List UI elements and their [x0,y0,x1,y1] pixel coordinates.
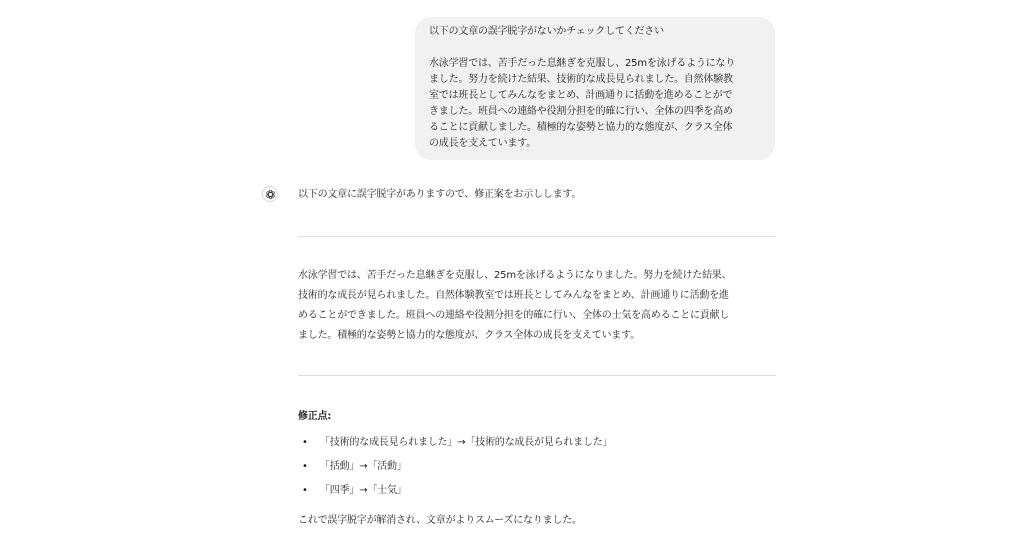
list-item [298,479,776,503]
openai-logo-icon [265,189,276,200]
divider [298,236,776,237]
assistant-message [298,186,776,529]
user-message-line: 水泳学習では、苦手だった息継ぎを克服し、25mを泳げるようになり [429,58,736,69]
assistant-intro: 以下の文章に誤字脱字がありますので、修正案をお示しします。 [298,189,582,200]
fix-text: 「括動」→「活動」 [320,461,407,472]
user-message-line: 室では班長としてみんなをまとめ、計画通りに括動を進めることがで [429,90,733,101]
bullet: • [302,461,308,472]
user-message-request: 以下の文章の誤字脱字がないかチェックしてください [429,26,664,37]
user-message-line: の成長を支えています。 [429,138,536,149]
fix-text: 「四季」→「士気」 [320,485,407,496]
fixes-list [298,431,776,503]
list-item [298,455,776,479]
bullet: • [302,437,308,448]
assistant-closing: これで誤字脱字が解消され、文章がよりスムーズになりました。 [298,515,582,526]
user-message-line: きました。班員への連絡や役割分担を的確に行い、全体の四季を高め [429,106,733,117]
fixes-heading: 修正点: [298,411,332,422]
paragraph-gap [429,40,761,56]
user-message-line: ました。努力を続けた結果、技術的な成長見られました。自然体験教 [429,74,733,85]
bullet: • [302,485,308,496]
list-item [298,431,776,455]
fix-text: 「技術的な成長見られました」→「技術的な成長が見られました」 [320,437,613,448]
corrected-text [298,266,776,346]
user-message-line: ることに貢献しました。積極的な姿勢と協力的な態度が、クラス全体 [429,122,733,133]
assistant-avatar [262,186,278,202]
corrected-text-line: 技術的な成長が見られました。自然体験教室では班長としてみんなをまとめ、計画通りに活動を進 [298,290,729,301]
corrected-text-line: 水泳学習では、苦手だった息継ぎを克服し、25mを泳げるようになりました。努力を続けた結果、 [298,270,732,281]
divider [298,375,776,376]
corrected-text-line: ました。積極的な姿勢と協力的な態度が、クラス全体の成長を支えています。 [298,330,640,341]
corrected-text-line: めることができました。班員への連絡や役割分担を的確に行い、全体の士気を高めることに貢献し [298,310,730,321]
user-message-bubble [415,17,775,160]
